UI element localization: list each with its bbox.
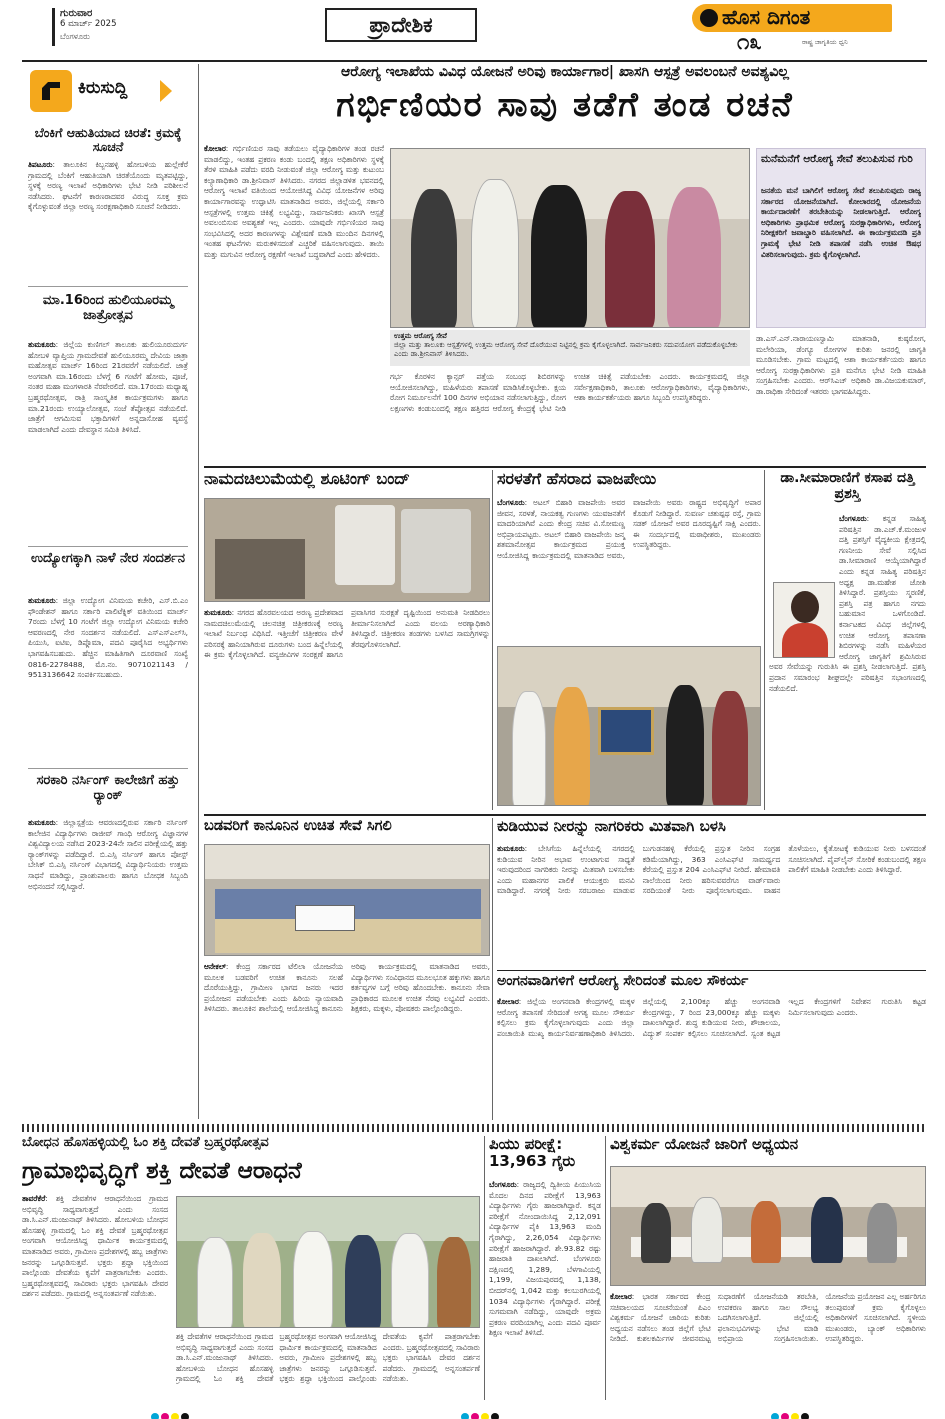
kirusuddi-banner bbox=[30, 70, 180, 118]
anganwadi-body-block: ಕೋಲಾರ: ಜಿಲ್ಲೆಯ ಅಂಗನವಾಡಿ ಕೇಂದ್ರಗಳಲ್ಲಿ ಮಕ್ಕಳ ಆರೋಗ್ಯ ತಪಾಸಣೆ ಸೇರಿದಂತೆ ಅಗತ್ಯ ಮೂಲ ಸೌಕರ್ಯ ಕಲ್ಪಿಸಲು ಕ್ರಮ ಕೈಗೊಳ್ಳಲಾಗುವುದು ಎಂದು ಜಿಲ್ಲಾ ಪಂಚಾಯಿತಿ ಮುಖ್ಯ ಕಾರ್ಯನಿರ್ವಹಣಾಧಿಕಾರಿ ತಿಳಿಸಿದರು. ಜಿಲ್ಲೆಯಲ್ಲಿ 2,100ಕ್ಕೂ ಹೆಚ್ಚು ಅಂಗನವಾಡಿ ಕೇಂದ್ರಗಳಿದ್ದು, 7 ರಿಂದ 23,000ಕ್ಕೂ ಹೆಚ್ಚು ಮಕ್ಕಳು ದಾಖಲಾಗಿದ್ದಾರೆ. ಶುದ್ಧ ಕುಡಿಯುವ ನೀರು, ಶೌಚಾಲಯ, ವಿದ್ಯುತ್ ಸಂಪರ್ಕ ಕಲ್ಪಿಸಲು ಸೂಚಿಸಲಾಗಿದೆ. ಸ್ವಂತ ಕಟ್ಟಡ ಇಲ್ಲದ ಕೇಂದ್ರಗಳಿಗೆ ನಿವೇಶನ ಗುರುತಿಸಿ ಕಟ್ಟಡ ನಿರ್ಮಿಸಲಾಗುವುದು ಎಂದರು. bbox=[497, 997, 926, 1038]
vishwakarma-story bbox=[610, 1136, 926, 1400]
column-rule bbox=[492, 470, 493, 810]
puc-story bbox=[489, 1136, 601, 1400]
lead-body-right bbox=[390, 372, 750, 458]
puc-dateline: ಬೆಂಗಳೂರು bbox=[489, 1180, 517, 1189]
brief-item bbox=[28, 552, 188, 764]
section-title: ಪ್ರಾದೇಶಿಕ bbox=[369, 13, 433, 37]
section-rule bbox=[204, 466, 926, 468]
kasapa-dateline: ಬೆಂಗಳೂರು bbox=[839, 514, 867, 523]
divider bbox=[28, 546, 188, 547]
legal-dateline: ಆನೇಕಲ್ bbox=[204, 962, 226, 971]
section-rule bbox=[204, 814, 926, 816]
column-rule bbox=[764, 470, 765, 810]
kirusuddi-title: ಕಿರುಸುದ್ದಿ bbox=[78, 78, 128, 98]
water-dateline: ತುಮಕೂರು bbox=[497, 844, 525, 853]
shooting-body-block: ತುಮಕೂರು: ನಗರದ ಹೊರವಲಯದ ಅರಣ್ಯ ಪ್ರದೇಶವಾದ ನಾಮದಚಿಲುಮೆಯಲ್ಲಿ ಚಲನಚಿತ್ರ ಚಿತ್ರೀಕರಣಕ್ಕೆ ಅರಣ್ಯ ಇಲಾಖೆ ನಿರ್ಬಂಧ ವಿಧಿಸಿದೆ. ಇತ್ತೀಚೆಗೆ ಚಿತ್ರೀಕರಣ ವೇಳೆ ಪರಿಸರಕ್ಕೆ ಹಾನಿಯಾಗಿರುವ ದೂರುಗಳು ಬಂದ ಹಿನ್ನೆಲೆಯಲ್ಲಿ ಈ ಕ್ರಮ ಕೈಗೊಳ್ಳಲಾಗಿದೆ. ವನ್ಯಜೀವಿಗಳ ಸಂರಕ್ಷಣೆ ಹಾಗೂ ಪ್ರವಾಸಿಗರ ಸುರಕ್ಷತೆ ದೃಷ್ಟಿಯಿಂದ ಅನುಮತಿ ನೀಡದಿರಲು ತೀರ್ಮಾನಿಸಲಾಗಿದೆ ಎಂದು ವಲಯ ಅರಣ್ಯಾಧಿಕಾರಿ ತಿಳಿಸಿದ್ದಾರೆ. ಚಿತ್ರೀಕರಣ ತಂಡಗಳು ಬಳಸಿದ ಸಾಮಗ್ರಿಗಳನ್ನು ತೆರವುಗೊಳಿಸಲಾಗಿದೆ. bbox=[204, 608, 490, 660]
temple-photo bbox=[176, 1196, 480, 1328]
vishwakarma-body-block: ಕೋಲಾರ: ಭಾರತ ಸರ್ಕಾರದ ಕೇಂದ್ರ ಸಚಿವಾಲಯದ ಸೂಚನೆಯಂತೆ ಪಿಎಂ ವಿಶ್ವಕರ್ಮ ಯೋಜನೆ ಜಾರಿಯ ಕುರಿತು ಅಧ್ಯಯನ ನಡೆಸಲು ತಂಡ ಜಿಲ್ಲೆಗೆ ಭೇಟಿ ನೀಡಿದೆ. ಕುಶಲಕರ್ಮಿಗಳ ಜೀವನಮಟ್ಟ ಸುಧಾರಣೆಗೆ ಯೋಜನೆಯಡಿ ತರಬೇತಿ, ಉಪಕರಣ ಹಾಗೂ ಸಾಲ ಸೌಲಭ್ಯ ಒದಗಿಸಲಾಗುತ್ತಿದೆ. ಜಿಲ್ಲೆಯಲ್ಲಿ ಫಲಾನುಭವಿಗಳನ್ನು ಭೇಟಿ ಮಾಡಿ ಅಭಿಪ್ರಾಯ ಸಂಗ್ರಹಿಸಲಾಯಿತು. ಯೋಜನೆಯ ಪ್ರಯೋಜನ ಎಲ್ಲ ಅರ್ಹರಿಗೂ ತಲುಪುವಂತೆ ಕ್ರಮ ಕೈಗೊಳ್ಳಲು ಅಧಿಕಾರಿಗಳಿಗೆ ಸೂಚಿಸಲಾಗಿದೆ. ಸ್ಥಳೀಯ ಮುಖಂಡರು, ಬ್ಯಾಂಕ್ ಅಧಿಕಾರಿಗಳು ಉಪಸ್ಥಿತರಿದ್ದರು. bbox=[610, 1292, 926, 1344]
vajpayee-dateline: ಬೆಂಗಳೂರು bbox=[497, 498, 525, 507]
brief-body-block: ತುಮಕೂರು: ಜಿಲ್ಲೆಯ ಕುಣಿಗಲ್ ತಾಲೂಕು ಹುಲಿಯೂರುದುರ್ಗ ಹೋಬಳಿ ವ್ಯಾಪ್ತಿಯ ಗ್ರಾಮದೇವತೆ ಹುಲಿಯೂರಮ್ಮ ದೇವಿಯ ಜಾತ್ರಾ ಮಹೋತ್ಸವ ಮಾರ್ಚ್ 16ರಿಂದ 21ರವರೆಗೆ ನಡೆಯಲಿದೆ. ಜಾತ್ರೆ ಅಂಗವಾಗಿ ಮಾ.16ರಂದು ಬೆಳಗ್ಗೆ 6 ಗಂಟೆಗೆ ಹೋಮ, ಪೂಜೆ, ನಂತರ ಮಹಾ ಮಂಗಳಾರತಿ ನೆರವೇರಲಿದೆ. ಮಾ.17ರಂದು ಮಧ್ಯಾಹ್ನ ಬ್ರಹ್ಮರಥೋತ್ಸವ, ರಾತ್ರಿ ಸಾಂಸ್ಕೃತಿಕ ಕಾರ್ಯಕ್ರಮಗಳು ಹಾಗೂ ಮಾ.21ರಂದು ಉಯ್ಯಾಲೋತ್ಸವ, ಸಂಜೆ ತೆಪ್ಪೋತ್ಸವ ನಡೆಯಲಿದೆ. ಜಾತ್ರೆಗೆ ಆಗಮಿಸುವ ಭಕ್ತಾದಿಗಳಿಗೆ ಅನ್ನದಾಸೋಹ ವ್ಯವಸ್ಥೆ ಮಾಡಲಾಗಿದೆ ಎಂದು ದೇವಸ್ಥಾನ ಸಮಿತಿ ತಿಳಿಸಿದೆ. bbox=[28, 340, 188, 434]
vajpayee-body-block: ಬೆಂಗಳೂರು: ಅಟಲ್ ಬಿಹಾರಿ ವಾಜಪೇಯಿ ಅವರ ಜೀವನ, ಸರಳತೆ, ನಾಯಕತ್ವ ಗುಣಗಳು ಯುವಜನತೆಗೆ ಮಾದರಿಯಾಗಿವೆ ಎಂದು ಕೇಂದ್ರ ಸಚಿವ ವಿ.ಸೋಮಣ್ಣ ಅಭಿಪ್ರಾಯಪಟ್ಟರು. ಅಟಲ್ ಬಿಹಾರಿ ವಾಜಪೇಯಿ ಜನ್ಮ ಶತಮಾನೋತ್ಸವ ಕಾರ್ಯಕ್ರಮದ ಪ್ರಯುಕ್ತ ಆಯೋಜಿಸಿದ್ದ ಕಾರ್ಯಕ್ರಮದಲ್ಲಿ ಮಾತನಾಡಿದ ಅವರು, ವಾಜಪೇಯಿ ಅವರು ರಾಷ್ಟ್ರದ ಅಭಿವೃದ್ಧಿಗೆ ಅಪಾರ ಕೊಡುಗೆ ನೀಡಿದ್ದಾರೆ. ಸುವರ್ಣ ಚತುಷ್ಪಥ ರಸ್ತೆ, ಗ್ರಾಮ ಸಡಕ್ ಯೋಜನೆ ಅವರ ದೂರದೃಷ್ಟಿಗೆ ಸಾಕ್ಷಿ ಎಂದರು. ಈ ಸಂದರ್ಭದಲ್ಲಿ ಮಠಾಧೀಶರು, ಮುಖಂಡರು ಉಪಸ್ಥಿತರಿದ್ದರು. bbox=[497, 498, 761, 560]
brief-dateline: ತುಮಕೂರು bbox=[28, 818, 56, 827]
sidebox-more: ಡಾ.ಎಸ್.ಎನ್.ನಾರಾಯಣಸ್ವಾಮಿ ಮಾತನಾಡಿ, ಕುಷ್ಠರೋಗ, ಮಲೇರಿಯಾ, ಡೆಂಗ್ಯೂ ರೋಗಗಳ ಕುರಿತು ಜನರಲ್ಲಿ ಜಾಗೃತಿ ಮೂಡಿಸಬೇಕು. ಗ್ರಾಮ ಮಟ್ಟದಲ್ಲಿ ಆಶಾ ಕಾರ್ಯಕರ್ತೆಯರು ಹಾಗೂ ಆರೋಗ್ಯ ಸುರಕ್ಷಾಧಿಕಾರಿಗಳು ಪ್ರತಿ ಮನೆಗೂ ಭೇಟಿ ನೀಡಿ ಮಾಹಿತಿ ಸಂಗ್ರಹಿಸಬೇಕು ಎಂದರು. ಆರ್‌ಸಿಎಚ್ ಅಧಿಕಾರಿ ಡಾ.ವಿಜಯಕುಮಾರ್, ಡಾ.ರಾಧಿಕಾ ಸೇರಿದಂತೆ ಇತರರು ಭಾಗವಹಿಸಿದ್ದರು. bbox=[756, 334, 926, 396]
column-rule bbox=[484, 1136, 485, 1400]
lead-story bbox=[204, 64, 926, 462]
column-rule bbox=[605, 1136, 606, 1400]
paper-logo bbox=[692, 4, 892, 56]
vishwakarma-dateline: ಕೋಲಾರ bbox=[610, 1292, 632, 1301]
divider bbox=[28, 768, 188, 769]
shooting-body: ನಗರದ ಹೊರವಲಯದ ಅರಣ್ಯ ಪ್ರದೇಶವಾದ ನಾಮದಚಿಲುಮೆಯಲ್ಲಿ ಚಲನಚಿತ್ರ ಚಿತ್ರೀಕರಣಕ್ಕೆ ಅರಣ್ಯ ಇಲಾಖೆ ನಿರ್ಬಂಧ ವಿಧಿಸಿದೆ. ಇತ್ತೀಚೆಗೆ ಚಿತ್ರೀಕರಣ ವೇಳೆ ಪರಿಸರಕ್ಕೆ ಹಾನಿಯಾಗಿರುವ ದೂರುಗಳು ಬಂದ ಹಿನ್ನೆಲೆಯಲ್ಲಿ ಈ ಕ್ರಮ ಕೈಗೊಳ್ಳಲಾಗಿದೆ. ವನ್ಯಜೀವಿಗಳ ಸಂರಕ್ಷಣೆ ಹಾಗೂ ಪ್ರವಾಸಿಗರ ಸುರಕ್ಷತೆ ದೃಷ್ಟಿಯಿಂದ ಅನುಮತಿ ನೀಡದಿರಲು ತೀರ್ಮಾನಿಸಲಾಗಿದೆ ಎಂದು ವಲಯ ಅರಣ್ಯಾಧಿಕಾರಿ ತಿಳಿಸಿದ್ದಾರೆ. ಚಿತ್ರೀಕರಣ ತಂಡಗಳು ಬಳಸಿದ ಸಾಮಗ್ರಿಗಳನ್ನು ತೆರವುಗೊಳಿಸಲಾಗಿದೆ. bbox=[204, 608, 490, 660]
hatched-divider bbox=[22, 1124, 926, 1132]
masthead-rule bbox=[22, 60, 927, 62]
brief-body: ತಾಲೂಕಿನ ಕಿಬ್ಬನಹಳ್ಳಿ ಹೋಬಳಿಯ ಹುಲ್ಲೇಕೆರೆ ಗ್ರಾಮದಲ್ಲಿ ಬೆಂಕಿಗೆ ಆಹುತಿಯಾಗಿ ಚಿರತೆಯೊಂದು ಮೃತಪಟ್ಟಿದ್ದು, ಸ್ಥಳಕ್ಕೆ ಅರಣ್ಯ ಇಲಾಖೆ ಅಧಿಕಾರಿಗಳು ಭೇಟಿ ನೀಡಿ ಪರಿಶೀಲನೆ ನಡೆಸಿದರು. ಘಟನೆಗೆ ಕಾರಣರಾದವರ ವಿರುದ್ಧ ಸೂಕ್ತ ಕ್ರಮ ಕೈಗೊಳ್ಳುವಂತೆ ಜಿಲ್ಲಾ ಅರಣ್ಯ ಸಂರಕ್ಷಣಾಧಿಕಾರಿ ಸೂಚನೆ ನೀಡಿದರು. bbox=[28, 160, 188, 212]
water-headline: ಕುಡಿಯುವ ನೀರನ್ನು ನಾಗರಿಕರು ಮಿತವಾಗಿ ಬಳಸಿ bbox=[497, 818, 726, 835]
anganwadi-body: ಜಿಲ್ಲೆಯ ಅಂಗನವಾಡಿ ಕೇಂದ್ರಗಳಲ್ಲಿ ಮಕ್ಕಳ ಆರೋಗ್ಯ ತಪಾಸಣೆ ಸೇರಿದಂತೆ ಅಗತ್ಯ ಮೂಲ ಸೌಕರ್ಯ ಕಲ್ಪಿಸಲು ಕ್ರಮ ಕೈಗೊಳ್ಳಲಾಗುವುದು ಎಂದು ಜಿಲ್ಲಾ ಪಂಚಾಯಿತಿ ಮುಖ್ಯ ಕಾರ್ಯನಿರ್ವಹಣಾಧಿಕಾರಿ ತಿಳಿಸಿದರು. ಜಿಲ್ಲೆಯಲ್ಲಿ 2,100ಕ್ಕೂ ಹೆಚ್ಚು ಅಂಗನವಾಡಿ ಕೇಂದ್ರಗಳಿದ್ದು, 7 ರಿಂದ 23,000ಕ್ಕೂ ಹೆಚ್ಚು ಮಕ್ಕಳು ದಾಖಲಾಗಿದ್ದಾರೆ. ಶುದ್ಧ ಕುಡಿಯುವ ನೀರು, ಶೌಚಾಲಯ, ವಿದ್ಯುತ್ ಸಂಪರ್ಕ ಕಲ್ಪಿಸಲು ಸೂಚಿಸಲಾಗಿದೆ. ಸ್ವಂತ ಕಟ್ಟಡ ಇಲ್ಲದ ಕೇಂದ್ರಗಳಿಗೆ ನಿವೇಶನ ಗುರುತಿಸಿ ಕಟ್ಟಡ ನಿರ್ಮಿಸಲಾಗುವುದು ಎಂದರು. bbox=[497, 997, 926, 1038]
lead-headline: ಗರ್ಭಿಣಿಯರ ಸಾವು ತಡೆಗೆ ತಂಡ ರಚನೆ bbox=[336, 86, 794, 125]
lead-photo-caption bbox=[390, 330, 750, 366]
brief-item bbox=[28, 774, 188, 1119]
vishwakarma-body: ಭಾರತ ಸರ್ಕಾರದ ಕೇಂದ್ರ ಸಚಿವಾಲಯದ ಸೂಚನೆಯಂತೆ ಪಿಎಂ ವಿಶ್ವಕರ್ಮ ಯೋಜನೆ ಜಾರಿಯ ಕುರಿತು ಅಧ್ಯಯನ ನಡೆಸಲು ತಂಡ ಜಿಲ್ಲೆಗೆ ಭೇಟಿ ನೀಡಿದೆ. ಕುಶಲಕರ್ಮಿಗಳ ಜೀವನಮಟ್ಟ ಸುಧಾರಣೆಗೆ ಯೋಜನೆಯಡಿ ತರಬೇತಿ, ಉಪಕರಣ ಹಾಗೂ ಸಾಲ ಸೌಲಭ್ಯ ಒದಗಿಸಲಾಗುತ್ತಿದೆ. ಜಿಲ್ಲೆಯಲ್ಲಿ ಫಲಾನುಭವಿಗಳನ್ನು ಭೇಟಿ ಮಾಡಿ ಅಭಿಪ್ರಾಯ ಸಂಗ್ರಹಿಸಲಾಯಿತು. ಯೋಜನೆಯ ಪ್ರಯೋಜನ ಎಲ್ಲ ಅರ್ಹರಿಗೂ ತಲುಪುವಂತೆ ಕ್ರಮ ಕೈಗೊಳ್ಳಲು ಅಧಿಕಾರಿಗಳಿಗೆ ಸೂಚಿಸಲಾಗಿದೆ. ಸ್ಥಳೀಯ ಮುಖಂಡರು, ಬ್ಯಾಂಕ್ ಅಧಿಕಾರಿಗಳು ಉಪಸ್ಥಿತರಿದ್ದರು. bbox=[610, 1292, 926, 1344]
masthead-day: ಗುರುವಾರ bbox=[60, 8, 93, 19]
legal-headline: ಬಡವರಿಗೆ ಕಾನೂನಿನ ಉಚಿತ ಸೇವೆ ಸಿಗಲಿ bbox=[204, 818, 392, 834]
lead-dateline: ಕೋಲಾರ bbox=[204, 144, 226, 153]
kasapa-headline: ಡಾ.ಸೀಮಾರಾಣಿಗೆ ಕಸಾಪ ದತ್ತಿ ಪ್ರಶಸ್ತಿ bbox=[780, 470, 915, 503]
water-body-block: ತುಮಕೂರು: ಬೇಸಿಗೆಯ ಹಿನ್ನೆಲೆಯಲ್ಲಿ ನಗರದಲ್ಲಿ ಕುಡಿಯುವ ನೀರಿನ ಅಭಾವ ಉಂಟಾಗುವ ಸಾಧ್ಯತೆ ಇರುವುದರಿಂದ ನಾಗರಿಕರು ನೀರನ್ನು ಮಿತವಾಗಿ ಬಳಸಬೇಕು ಎಂದು ಮಹಾನಗರ ಪಾಲಿಕೆ ಆಯುಕ್ತರು ಮನವಿ ಮಾಡಿದ್ದಾರೆ. ನಗರಕ್ಕೆ ನೀರು ಸರಬರಾಜು ಮಾಡುವ ಬುಗುಡನಹಳ್ಳಿ ಕೆರೆಯಲ್ಲಿ ಪ್ರಸ್ತುತ ನೀರಿನ ಸಂಗ್ರಹ ಕಡಿಮೆಯಾಗಿದ್ದು, 363 ಎಂಸಿಎಫ್‌ಟಿ ಸಾಮರ್ಥ್ಯದ ಕೆರೆಯಲ್ಲಿ ಪ್ರಸ್ತುತ 204 ಎಂಸಿಎಫ್‌ಟಿ ನೀರಿದೆ. ಹೇಮಾವತಿ ನಾಲೆಯಿಂದ ನೀರು ಹರಿಸುವವರೆಗೂ ವಾರ್ಡ್‌ವಾರು ಸರದಿಯಂತೆ ನೀರು ಪೂರೈಸಲಾಗುವುದು. ವಾಹನ ತೊಳೆಯಲು, ಕೈತೋಟಕ್ಕೆ ಕುಡಿಯುವ ನೀರು ಬಳಸದಂತೆ ಸೂಚಿಸಲಾಗಿದೆ. ಪೈಪ್‌ಲೈನ್ ಸೋರಿಕೆ ಕಂಡುಬಂದಲ್ಲಿ ತಕ್ಷಣ ಪಾಲಿಕೆಗೆ ಮಾಹಿತಿ ನೀಡಬೇಕು ಎಂದು ತಿಳಿಸಿದ್ದಾರೆ. bbox=[497, 844, 926, 896]
sidebox-body: ಜನತೆಯ ಮನೆ ಬಾಗಿಲಿಗೆ ಆರೋಗ್ಯ ಸೇವೆ ತಲುಪಿಸುವುದು ರಾಜ್ಯ ಸರ್ಕಾರದ ಯೋಜನೆಯಾಗಿದೆ. ಕೋಲಾರದಲ್ಲಿ ಯೋಜನೆಯ ಕಾರ್ಯದಾರಣೆಗೆ ತರಬೇತಿಯನ್ನು ನೀಡಲಾಗುತ್ತಿದೆ. ಆರೋಗ್ಯ ಅಧಿಕಾರಿಗಳು ಪ್ರಾಥಮಿಕ ಆರೋಗ್ಯ ಸುರಕ್ಷಾಧಿಕಾರಿಗಳು, ಆರೋಗ್ಯ ನಿರೀಕ್ಷಕರಿಗೆ ಜವಾಬ್ದಾರಿ ವಹಿಸಲಾಗಿದೆ. ಈ ಕಾರ್ಯಕ್ರಮದಡಿ ಪ್ರತಿ ಗ್ರಾಮಕ್ಕೆ ಭೇಟಿ ನೀಡಿ ತಪಾಸಣೆ ನಡೆಸಿ ಉಚಿತ ಔಷಧ ವಿತರಿಸಲಾಗುವುದು. ಕ್ರಮ ಕೈಗೊಳ್ಳಲಾಗಿದೆ. bbox=[761, 186, 921, 259]
water-story bbox=[497, 818, 926, 968]
water-body: ಬೇಸಿಗೆಯ ಹಿನ್ನೆಲೆಯಲ್ಲಿ ನಗರದಲ್ಲಿ ಕುಡಿಯುವ ನೀರಿನ ಅಭಾವ ಉಂಟಾಗುವ ಸಾಧ್ಯತೆ ಇರುವುದರಿಂದ ನಾಗರಿಕರು ನೀರನ್ನು ಮಿತವಾಗಿ ಬಳಸಬೇಕು ಎಂದು ಮಹಾನಗರ ಪಾಲಿಕೆ ಆಯುಕ್ತರು ಮನವಿ ಮಾಡಿದ್ದಾರೆ. ನಗರಕ್ಕೆ ನೀರು ಸರಬರಾಜು ಮಾಡುವ ಬುಗುಡನಹಳ್ಳಿ ಕೆರೆಯಲ್ಲಿ ಪ್ರಸ್ತುತ ನೀರಿನ ಸಂಗ್ರಹ ಕಡಿಮೆಯಾಗಿದ್ದು, 363 ಎಂಸಿಎಫ್‌ಟಿ ಸಾಮರ್ಥ್ಯದ ಕೆರೆಯಲ್ಲಿ ಪ್ರಸ್ತುತ 204 ಎಂಸಿಎಫ್‌ಟಿ ನೀರಿದೆ. ಹೇಮಾವತಿ ನಾಲೆಯಿಂದ ನೀರು ಹರಿಸುವವರೆಗೂ ವಾರ್ಡ್‌ವಾರು ಸರದಿಯಂತೆ ನೀರು ಪೂರೈಸಲಾಗುವುದು. ವಾಹನ ತೊಳೆಯಲು, ಕೈತೋಟಕ್ಕೆ ಕುಡಿಯುವ ನೀರು ಬಳಸದಂತೆ ಸೂಚಿಸಲಾಗಿದೆ. ಪೈಪ್‌ಲೈನ್ ಸೋರಿಕೆ ಕಂಡುಬಂದಲ್ಲಿ ತಕ್ಷಣ ಪಾಲಿಕೆಗೆ ಮಾಹಿತಿ ನೀಡಬೇಕು ಎಂದು ತಿಳಿಸಿದ್ದಾರೆ. bbox=[497, 844, 926, 896]
lead-kicker: ಆರೋಗ್ಯ ಇಲಾಖೆಯ ವಿವಿಧ ಯೋಜನೆ ಅರಿವು ಕಾರ್ಯಾಗಾರ| ಖಾಸಗಿ ಆಸ್ಪತ್ರೆ ಅವಲಂಬನೆ ಅವಶ್ಯವಿಲ್ಲ bbox=[341, 64, 789, 80]
paper-name: ಹೊಸ ದಿಗಂತ bbox=[722, 5, 811, 29]
vajpayee-body: ಅಟಲ್ ಬಿಹಾರಿ ವಾಜಪೇಯಿ ಅವರ ಜೀವನ, ಸರಳತೆ, ನಾಯಕತ್ವ ಗುಣಗಳು ಯುವಜನತೆಗೆ ಮಾದರಿಯಾಗಿವೆ ಎಂದು ಕೇಂದ್ರ ಸಚಿವ ವಿ.ಸೋಮಣ್ಣ ಅಭಿಪ್ರಾಯಪಟ್ಟರು. ಅಟಲ್ ಬಿಹಾರಿ ವಾಜಪೇಯಿ ಜನ್ಮ ಶತಮಾನೋತ್ಸವ ಕಾರ್ಯಕ್ರಮದ ಪ್ರಯುಕ್ತ ಆಯೋಜಿಸಿದ್ದ ಕಾರ್ಯಕ್ರಮದಲ್ಲಿ ಮಾತನಾಡಿದ ಅವರು, ವಾಜಪೇಯಿ ಅವರು ರಾಷ್ಟ್ರದ ಅಭಿವೃದ್ಧಿಗೆ ಅಪಾರ ಕೊಡುಗೆ ನೀಡಿದ್ದಾರೆ. ಸುವರ್ಣ ಚತುಷ್ಪಥ ರಸ್ತೆ, ಗ್ರಾಮ ಸಡಕ್ ಯೋಜನೆ ಅವರ ದೂರದೃಷ್ಟಿಗೆ ಸಾಕ್ಷಿ ಎಂದರು. ಈ ಸಂದರ್ಭದಲ್ಲಿ ಮಠಾಧೀಶರು, ಮುಖಂಡರು ಉಪಸ್ಥಿತರಿದ್ದರು. bbox=[497, 498, 761, 560]
shooting-photo bbox=[204, 498, 490, 602]
kasapa-body: ಕನ್ನಡ ಸಾಹಿತ್ಯ ಪರಿಷತ್ತಿನ ಡಾ.ಎಚ್.ಕೆ.ಮಂಜುಳ ದತ್ತಿ ಪ್ರಶಸ್ತಿಗೆ ವೈದ್ಯಕೀಯ ಕ್ಷೇತ್ರದಲ್ಲಿ ಗಣನೀಯ ಸೇವೆ ಸಲ್ಲಿಸಿದ ಡಾ.ಸೀಮಾರಾಣಿ ಆಯ್ಕೆಯಾಗಿದ್ದಾರೆ ಎಂದು ಕನ್ನಡ ಸಾಹಿತ್ಯ ಪರಿಷತ್ತಿನ ಅಧ್ಯಕ್ಷ ಡಾ.ಮಹೇಶ ಜೋಶಿ ತಿಳಿಸಿದ್ದಾರೆ. ಪ್ರಶಸ್ತಿಯು ಸ್ಮರಣಿಕೆ, ಪ್ರಶಸ್ತಿ ಪತ್ರ ಹಾಗೂ ನಗದು ಬಹುಮಾನ ಒಳಗೊಂಡಿದೆ. ಕರ್ನಾಟಕದ ವಿವಿಧ ಜಿಲ್ಲೆಗಳಲ್ಲಿ ಉಚಿತ ಆರೋಗ್ಯ ತಪಾಸಣಾ ಶಿಬಿರಗಳನ್ನು ನಡೆಸಿ ಮಹಿಳೆಯರ ಆರೋಗ್ಯ ಜಾಗೃತಿಗೆ ಶ್ರಮಿಸಿರುವ ಅವರ ಸೇವೆಯನ್ನು ಗುರುತಿಸಿ ಈ ಪ್ರಶಸ್ತಿ ನೀಡಲಾಗುತ್ತಿದೆ. ಪ್ರಶಸ್ತಿ ಪ್ರದಾನ ಸಮಾರಂಭ ಶೀಘ್ರದಲ್ಲೇ ಪರಿಷತ್ತಿನ ಸಭಾಂಗಣದಲ್ಲಿ ನಡೆಯಲಿದೆ. bbox=[769, 514, 926, 693]
temple-body: ಶಕ್ತಿ ದೇವತೆಗಳ ಆರಾಧನೆಯಿಂದ ಗ್ರಾಮದ ಅಭಿವೃದ್ಧಿ ಸಾಧ್ಯವಾಗುತ್ತದೆ ಎಂದು ಸಂಸದ ಡಾ.ಸಿ.ಎನ್.ಮಂಜುನಾಥ್ ತಿಳಿಸಿದರು. ಹೋಬಳಿಯ ಬೋಧನ ಹೊಸಹಳ್ಳಿ ಗ್ರಾಮದಲ್ಲಿ ಓಂ ಶಕ್ತಿ ದೇವತೆ ಬ್ರಹ್ಮರಥೋತ್ಸವ ಅಂಗವಾಗಿ ಆಯೋಜಿಸಿದ್ದ ಧಾರ್ಮಿಕ ಕಾರ್ಯಕ್ರಮದಲ್ಲಿ ಮಾತನಾಡಿದ ಅವರು, ಗ್ರಾಮೀಣ ಪ್ರದೇಶಗಳಲ್ಲಿ ಹಬ್ಬ ಜಾತ್ರೆಗಳು ಜನರನ್ನು ಒಗ್ಗೂಡಿಸುತ್ತವೆ. ಭಕ್ತರು ಶ್ರದ್ಧಾ ಭಕ್ತಿಯಿಂದ ಪಾಲ್ಗೊಂಡು ದೇವತೆಯ ಕೃಪೆಗೆ ಪಾತ್ರರಾಗಬೇಕು ಎಂದರು. ಬ್ರಹ್ಮರಥೋತ್ಸವದಲ್ಲಿ ಸಾವಿರಾರು ಭಕ್ತರು ಭಾಗವಹಿಸಿ ದೇವರ ದರ್ಶನ ಪಡೆದರು. ಗ್ರಾಮದಲ್ಲಿ ಅನ್ನಸಂತರ್ಪಣೆ ನಡೆಯಿತು. bbox=[22, 1194, 168, 1299]
masthead-date: 6 ಮಾರ್ಚ್ 2025 bbox=[60, 19, 117, 29]
temple-body-continued: ಶಕ್ತಿ ದೇವತೆಗಳ ಆರಾಧನೆಯಿಂದ ಗ್ರಾಮದ ಅಭಿವೃದ್ಧಿ ಸಾಧ್ಯವಾಗುತ್ತದೆ ಎಂದು ಸಂಸದ ಡಾ.ಸಿ.ಎನ್.ಮಂಜುನಾಥ್ ತಿಳಿಸಿದರು. ಹೋಬಳಿಯ ಬೋಧನ ಹೊಸಹಳ್ಳಿ ಗ್ರಾಮದಲ್ಲಿ ಓಂ ಶಕ್ತಿ ದೇವತೆ ಬ್ರಹ್ಮರಥೋತ್ಸವ ಅಂಗವಾಗಿ ಆಯೋಜಿಸಿದ್ದ ಧಾರ್ಮಿಕ ಕಾರ್ಯಕ್ರಮದಲ್ಲಿ ಮಾತನಾಡಿದ ಅವರು, ಗ್ರಾಮೀಣ ಪ್ರದೇಶಗಳಲ್ಲಿ ಹಬ್ಬ ಜಾತ್ರೆಗಳು ಜನರನ್ನು ಒಗ್ಗೂಡಿಸುತ್ತವೆ. ಭಕ್ತರು ಶ್ರದ್ಧಾ ಭಕ್ತಿಯಿಂದ ಪಾಲ್ಗೊಂಡು ದೇವತೆಯ ಕೃಪೆಗೆ ಪಾತ್ರರಾಗಬೇಕು ಎಂದರು. ಬ್ರಹ್ಮರಥೋತ್ಸವದಲ್ಲಿ ಸಾವಿರಾರು ಭಕ್ತರು ಭಾಗವಹಿಸಿ ದೇವರ ದರ್ಶನ ಪಡೆದರು. ಗ್ರಾಮದಲ್ಲಿ ಅನ್ನಸಂತರ್ಪಣೆ ನಡೆಯಿತು. bbox=[176, 1332, 480, 1384]
column-rule bbox=[492, 818, 493, 1120]
portrait-spacer bbox=[769, 514, 839, 662]
page-number: ೧೩ bbox=[737, 30, 762, 55]
vajpayee-photo bbox=[497, 646, 761, 806]
masthead bbox=[0, 0, 945, 62]
temple-story bbox=[22, 1136, 480, 1400]
shooting-headline: ನಾಮದಚಿಲುಮೆಯಲ್ಲಿ ಶೂಟಿಂಗ್ ಬಂದ್ bbox=[204, 470, 410, 488]
column-rule bbox=[198, 64, 199, 1119]
legal-story bbox=[204, 818, 490, 1120]
divider bbox=[28, 286, 188, 287]
anganwadi-headline: ಅಂಗನವಾಡಿಗಳಿಗೆ ಆರೋಗ್ಯ ಸೇರಿದಂತೆ ಮೂಲ ಸೌಕರ್ಯ bbox=[497, 973, 749, 989]
brief-dateline: ತಿಪಟೂರು bbox=[28, 160, 53, 169]
print-registration-marks bbox=[460, 1406, 500, 1419]
lead-sidebox bbox=[756, 148, 926, 328]
lead-photo bbox=[390, 148, 750, 328]
brief-body: ಜಿಲ್ಲಾ ಉದ್ಯೋಗ ವಿನಿಮಯ ಕಚೇರಿ, ಎಸ್.ಬಿ.ಎಂ ಫೌಂಡೇಶನ್ ಹಾಗೂ ಸರ್ಕಾರಿ ಪಾಲಿಟೆಕ್ನಿಕ್ ವತಿಯಿಂದ ಮಾರ್ಚ್ 7ರಂದು ಬೆಳಗ್ಗೆ 10 ಗಂಟೆಗೆ ಜಿಲ್ಲಾ ಉದ್ಯೋಗ ವಿನಿಮಯ ಕಚೇರಿ ಆವರಣದಲ್ಲಿ ನೇರ ಸಂದರ್ಶನ ನಡೆಯಲಿದೆ. ಎಸ್ಎಸ್ಎಲ್‌ಸಿ, ಪಿಯುಸಿ, ಐಟಿಐ, ಡಿಪ್ಲೊಮಾ, ಪದವಿ ಪೂರೈಸಿದ ಅಭ್ಯರ್ಥಿಗಳು ಭಾಗವಹಿಸಬಹುದು. ಹೆಚ್ಚಿನ ಮಾಹಿತಿಗಾಗಿ ದೂರವಾಣಿ ಸಂಖ್ಯೆ 0816-2278488, ಮೊ.ನಂ. 9071021143 / 9513136642 ಸಂಪರ್ಕಿಸಬಹುದು. bbox=[28, 596, 188, 680]
brief-body-block: ತುಮಕೂರು: ಜಿಲ್ಲಾ ಉದ್ಯೋಗ ವಿನಿಮಯ ಕಚೇರಿ, ಎಸ್.ಬಿ.ಎಂ ಫೌಂಡೇಶನ್ ಹಾಗೂ ಸರ್ಕಾರಿ ಪಾಲಿಟೆಕ್ನಿಕ್ ವತಿಯಿಂದ ಮಾರ್ಚ್ 7ರಂದು ಬೆಳಗ್ಗೆ 10 ಗಂಟೆಗೆ ಜಿಲ್ಲಾ ಉದ್ಯೋಗ ವಿನಿಮಯ ಕಚೇರಿ ಆವರಣದಲ್ಲಿ ನೇರ ಸಂದರ್ಶನ ನಡೆಯಲಿದೆ. ಎಸ್ಎಸ್ಎಲ್‌ಸಿ, ಪಿಯುಸಿ, ಐಟಿಐ, ಡಿಪ್ಲೊಮಾ, ಪದವಿ ಪೂರೈಸಿದ ಅಭ್ಯರ್ಥಿಗಳು ಭಾಗವಹಿಸಬಹುದು. ಹೆಚ್ಚಿನ ಮಾಹಿತಿಗಾಗಿ ದೂರವಾಣಿ ಸಂಖ್ಯೆ 0816-2278488, ಮೊ.ನಂ. 9071021143 / 9513136642 ಸಂಪರ್ಕಿಸಬಹುದು. bbox=[28, 596, 188, 680]
lead-body: ಗರ್ಭಿಣಿಯರ ಸಾವು ತಡೆಯಲು ವೈದ್ಯಾಧಿಕಾರಿಗಳ ತಂಡ ರಚನೆ ಮಾಡಲಿದ್ದು, ಇಂತಹ ಪ್ರಕರಣ ಕಂಡು ಬಂದಲ್ಲಿ ತಕ್ಷಣ ಅಧಿಕಾರಿಗಳು ಸ್ಥಳಕ್ಕೆ ತೆರಳಿ ಮಾಹಿತಿ ಪಡೆದು ವರದಿ ನೀಡುವಂತೆ ಜಿಲ್ಲಾ ಆರೋಗ್ಯ ಮತ್ತು ಕುಟುಂಬ ಕಲ್ಯಾಣಾಧಿಕಾರಿ ಡಾ.ಶ್ರೀನಿವಾಸ್ ತಿಳಿಸಿದರು. ನಗರದ ಜಿಲ್ಲಾಡಳಿತ ಭವನದಲ್ಲಿ ಆರೋಗ್ಯ ಇಲಾಖೆ ವತಿಯಿಂದ ಆಯೋಜಿಸಿದ್ದ ವಿವಿಧ ಯೋಜನೆಗಳ ಅರಿವು ಕಾರ್ಯಾಗಾರವನ್ನು ಉದ್ಘಾಟಿಸಿ ಮಾತನಾಡಿದ ಅವರು, ಜಿಲ್ಲೆಯಲ್ಲಿ ಸರ್ಕಾರಿ ಆಸ್ಪತ್ರೆಗಳಲ್ಲಿ ಉತ್ತಮ ಚಿಕಿತ್ಸೆ ಲಭ್ಯವಿದ್ದು, ಸಾರ್ವಜನಿಕರು ಖಾಸಗಿ ಆಸ್ಪತ್ರೆ ಅವಲಂಬಿಸುವ ಅವಶ್ಯಕತೆ ಇಲ್ಲ ಎಂದರು. ಯಾವುದೇ ಗರ್ಭಿಣಿಯರ ಸಾವು ಸಂಭವಿಸಿದಲ್ಲಿ ಅದರ ಕಾರಣಗಳನ್ನು ವಿಶ್ಲೇಷಣೆ ಮಾಡಿ ಮುಂದಿನ ದಿನಗಳಲ್ಲಿ ಇಂತಹ ಘಟನೆಗಳು ಮರುಕಳಿಸದಂತೆ ಎಚ್ಚರಿಕೆ ವಹಿಸಲಾಗುವುದು. ತಾಯಿ ಮತ್ತು ಮಗುವಿನ ಆರೋಗ್ಯ ರಕ್ಷಣೆಗೆ ಇಲಾಖೆ ಬದ್ಧವಾಗಿದೆ ಎಂದು ಹೇಳಿದರು. bbox=[204, 144, 384, 259]
print-registration-marks bbox=[770, 1406, 810, 1419]
anganwadi-story bbox=[497, 973, 926, 1119]
paper-tagline: ರಾಷ್ಟ್ರ ಜಾಗೃತಿಯ ಧ್ವನಿ bbox=[802, 38, 848, 46]
temple-body-left: ತಾವರೆಕೆರೆ: ಶಕ್ತಿ ದೇವತೆಗಳ ಆರಾಧನೆಯಿಂದ ಗ್ರಾಮದ ಅಭಿವೃದ್ಧಿ ಸಾಧ್ಯವಾಗುತ್ತದೆ ಎಂದು ಸಂಸದ ಡಾ.ಸಿ.ಎನ್.ಮಂಜುನಾಥ್ ತಿಳಿಸಿದರು. ಹೋಬಳಿಯ ಬೋಧನ ಹೊಸಹಳ್ಳಿ ಗ್ರಾಮದಲ್ಲಿ ಓಂ ಶಕ್ತಿ ದೇವತೆ ಬ್ರಹ್ಮರಥೋತ್ಸವ ಅಂಗವಾಗಿ ಆಯೋಜಿಸಿದ್ದ ಧಾರ್ಮಿಕ ಕಾರ್ಯಕ್ರಮದಲ್ಲಿ ಮಾತನಾಡಿದ ಅವರು, ಗ್ರಾಮೀಣ ಪ್ರದೇಶಗಳಲ್ಲಿ ಹಬ್ಬ ಜಾತ್ರೆಗಳು ಜನರನ್ನು ಒಗ್ಗೂಡಿಸುತ್ತವೆ. ಭಕ್ತರು ಶ್ರದ್ಧಾ ಭಕ್ತಿಯಿಂದ ಪಾಲ್ಗೊಂಡು ದೇವತೆಯ ಕೃಪೆಗೆ ಪಾತ್ರರಾಗಬೇಕು ಎಂದರು. ಬ್ರಹ್ಮರಥೋತ್ಸವದಲ್ಲಿ ಸಾವಿರಾರು ಭಕ್ತರು ಭಾಗವಹಿಸಿ ದೇವರ ದರ್ಶನ ಪಡೆದರು. ಗ್ರಾಮದಲ್ಲಿ ಅನ್ನಸಂತರ್ಪಣೆ ನಡೆಯಿತು. bbox=[22, 1194, 168, 1299]
brief-dateline: ತುಮಕೂರು bbox=[28, 340, 56, 349]
lead-body-left: ಕೋಲಾರ: ಗರ್ಭಿಣಿಯರ ಸಾವು ತಡೆಯಲು ವೈದ್ಯಾಧಿಕಾರಿಗಳ ತಂಡ ರಚನೆ ಮಾಡಲಿದ್ದು, ಇಂತಹ ಪ್ರಕರಣ ಕಂಡು ಬಂದಲ್ಲಿ ತಕ್ಷಣ ಅಧಿಕಾರಿಗಳು ಸ್ಥಳಕ್ಕೆ ತೆರಳಿ ಮಾಹಿತಿ ಪಡೆದು ವರದಿ ನೀಡುವಂತೆ ಜಿಲ್ಲಾ ಆರೋಗ್ಯ ಮತ್ತು ಕುಟುಂಬ ಕಲ್ಯಾಣಾಧಿಕಾರಿ ಡಾ.ಶ್ರೀನಿವಾಸ್ ತಿಳಿಸಿದರು. ನಗರದ ಜಿಲ್ಲಾಡಳಿತ ಭವನದಲ್ಲಿ ಆರೋಗ್ಯ ಇಲಾಖೆ ವತಿಯಿಂದ ಆಯೋಜಿಸಿದ್ದ ವಿವಿಧ ಯೋಜನೆಗಳ ಅರಿವು ಕಾರ್ಯಾಗಾರವನ್ನು ಉದ್ಘಾಟಿಸಿ ಮಾತನಾಡಿದ ಅವರು, ಜಿಲ್ಲೆಯಲ್ಲಿ ಸರ್ಕಾರಿ ಆಸ್ಪತ್ರೆಗಳಲ್ಲಿ ಉತ್ತಮ ಚಿಕಿತ್ಸೆ ಲಭ್ಯವಿದ್ದು, ಸಾರ್ವಜನಿಕರು ಖಾಸಗಿ ಆಸ್ಪತ್ರೆ ಅವಲಂಬಿಸುವ ಅವಶ್ಯಕತೆ ಇಲ್ಲ ಎಂದರು. ಯಾವುದೇ ಗರ್ಭಿಣಿಯರ ಸಾವು ಸಂಭವಿಸಿದಲ್ಲಿ ಅದರ ಕಾರಣಗಳನ್ನು ವಿಶ್ಲೇಷಣೆ ಮಾಡಿ ಮುಂದಿನ ದಿನಗಳಲ್ಲಿ ಇಂತಹ ಘಟನೆಗಳು ಮರುಕಳಿಸದಂತೆ ಎಚ್ಚರಿಕೆ ವಹಿಸಲಾಗುವುದು. ತಾಯಿ ಮತ್ತು ಮಗುವಿನ ಆರೋಗ್ಯ ರಕ್ಷಣೆಗೆ ಇಲಾಖೆ ಬದ್ಧವಾಗಿದೆ ಎಂದು ಹೇಳಿದರು. bbox=[204, 144, 384, 259]
brief-body-block: ತಿಪಟೂರು: ತಾಲೂಕಿನ ಕಿಬ್ಬನಹಳ್ಳಿ ಹೋಬಳಿಯ ಹುಲ್ಲೇಕೆರೆ ಗ್ರಾಮದಲ್ಲಿ ಬೆಂಕಿಗೆ ಆಹುತಿಯಾಗಿ ಚಿರತೆಯೊಂದು ಮೃತಪಟ್ಟಿದ್ದು, ಸ್ಥಳಕ್ಕೆ ಅರಣ್ಯ ಇಲಾಖೆ ಅಧಿಕಾರಿಗಳು ಭೇಟಿ ನೀಡಿ ಪರಿಶೀಲನೆ ನಡೆಸಿದರು. ಘಟನೆಗೆ ಕಾರಣರಾದವರ ವಿರುದ್ಧ ಸೂಕ್ತ ಕ್ರಮ ಕೈಗೊಳ್ಳುವಂತೆ ಜಿಲ್ಲಾ ಅರಣ್ಯ ಸಂರಕ್ಷಣಾಧಿಕಾರಿ ಸೂಚನೆ ನೀಡಿದರು. bbox=[28, 160, 188, 212]
brief-item bbox=[28, 294, 188, 542]
masthead-city: ಬೆಂಗಳೂರು bbox=[60, 32, 90, 41]
puc-body: ರಾಜ್ಯದಲ್ಲಿ ದ್ವಿತೀಯ ಪಿಯುಸಿಯ ಮೊದಲ ದಿನದ ಪರೀಕ್ಷೆಗೆ 13,963 ವಿದ್ಯಾರ್ಥಿಗಳು ಗೈರು ಹಾಜರಾಗಿದ್ದಾರೆ. ಕನ್ನಡ ಪರೀಕ್ಷೆಗೆ ನೋಂದಾಯಿಸಿದ್ದ 2,12,091 ವಿದ್ಯಾರ್ಥಿಗಳ ಪೈಕಿ 13,963 ಮಂದಿ ಗೈರಾಗಿದ್ದು, 2,26,054 ವಿದ್ಯಾರ್ಥಿಗಳು ಪರೀಕ್ಷೆಗೆ ಹಾಜರಾಗಿದ್ದಾರೆ. ಶೇ.93.82 ರಷ್ಟು ಹಾಜರಾತಿ ದಾಖಲಾಗಿದೆ. ಬೆಂಗಳೂರು ದಕ್ಷಿಣದಲ್ಲಿ 1,289, ಬೆಳಗಾವಿಯಲ್ಲಿ 1,199, ವಿಜಯಪುರದಲ್ಲಿ 1,138, ಬೀದರ್‌ನಲ್ಲಿ 1,042 ಮತ್ತು ಕಲಬುರಗಿಯಲ್ಲಿ 1034 ವಿದ್ಯಾರ್ಥಿಗಳು ಗೈರಾಗಿದ್ದಾರೆ. ಪರೀಕ್ಷೆ ಸುಗಮವಾಗಿ ನಡೆದಿದ್ದು, ಯಾವುದೇ ಅಕ್ರಮ ಪ್ರಕರಣ ವರದಿಯಾಗಿಲ್ಲ ಎಂದು ಪದವಿ ಪೂರ್ವ ಶಿಕ್ಷಣ ಇಲಾಖೆ ತಿಳಿಸಿದೆ. bbox=[489, 1180, 601, 1338]
temple-dateline: ತಾವರೆಕೆರೆ bbox=[22, 1194, 46, 1203]
logo-emblem-icon bbox=[700, 9, 718, 27]
lead-caption-text: ಜಿಲ್ಲಾ ಮತ್ತು ತಾಲೂಕು ಆಸ್ಪತ್ರೆಗಳಲ್ಲಿ ಉತ್ತಮ ಆರೋಗ್ಯ ಸೇವೆ ದೊರೆಯುವ ನಿಟ್ಟಿನಲ್ಲಿ ಕ್ರಮ ಕೈಗೊಳ್ಳಲಾಗಿದೆ. ಸಾರ್ವಜನಿಕರು ಸದುಪಯೋಗ ಪಡೆದುಕೊಳ್ಳಬೇಕು ಎಂದು ಡಾ.ಶ್ರೀನಿವಾಸ್ ತಿಳಿಸಿದರು. bbox=[394, 341, 738, 358]
vishwakarma-photo bbox=[610, 1166, 926, 1286]
shooting-story bbox=[204, 470, 490, 810]
print-registration-marks bbox=[150, 1406, 190, 1419]
lead-body-continued: ಗರ್ಭ ಕೊರಳಿನ ಕ್ಯಾನ್ಸರ್ ಪತ್ತೆಯ ಸಂಬಂಧ ಶಿಬಿರಗಳನ್ನು ಆಯೋಜಿಸಲಾಗಿದ್ದು, ಮಹಿಳೆಯರು ತಪಾಸಣೆ ಮಾಡಿಸಿಕೊಳ್ಳಬೇಕು. ಕ್ಷಯ ರೋಗ ನಿರ್ಮೂಲನೆಗೆ 100 ದಿನಗಳ ಅಭಿಯಾನ ನಡೆಸಲಾಗುತ್ತಿದ್ದು, ರೋಗ ಲಕ್ಷಣಗಳು ಕಂಡುಬಂದಲ್ಲಿ ತಕ್ಷಣ ಹತ್ತಿರದ ಆರೋಗ್ಯ ಕೇಂದ್ರಕ್ಕೆ ಭೇಟಿ ನೀಡಿ ಉಚಿತ ಚಿಕಿತ್ಸೆ ಪಡೆಯಬೇಕು ಎಂದರು. ಕಾರ್ಯಕ್ರಮದಲ್ಲಿ ಜಿಲ್ಲಾ ಸರ್ವೇಕ್ಷಣಾಧಿಕಾರಿ, ತಾಲೂಕು ಆರೋಗ್ಯಾಧಿಕಾರಿಗಳು, ವೈದ್ಯಾಧಿಕಾರಿಗಳು, ಆಶಾ ಕಾರ್ಯಕರ್ತೆಯರು ಹಾಗೂ ಸಿಬ್ಬಂದಿ ಉಪಸ್ಥಿತರಿದ್ದರು. bbox=[390, 372, 750, 413]
hand-icon bbox=[30, 70, 72, 112]
brief-headline: ಉದ್ಯೋಗಕ್ಕಾಗಿ ನಾಳೆ ನೇರ ಸಂದರ್ಶನ bbox=[30, 552, 186, 566]
kasapa-body-block: ಬೆಂಗಳೂರು: ಕನ್ನಡ ಸಾಹಿತ್ಯ ಪರಿಷತ್ತಿನ ಡಾ.ಎಚ್.ಕೆ.ಮಂಜುಳ ದತ್ತಿ ಪ್ರಶಸ್ತಿಗೆ ವೈದ್ಯಕೀಯ ಕ್ಷೇತ್ರದಲ್ಲಿ ಗಣನೀಯ ಸೇವೆ ಸಲ್ಲಿಸಿದ ಡಾ.ಸೀಮಾರಾಣಿ ಆಯ್ಕೆಯಾಗಿದ್ದಾರೆ ಎಂದು ಕನ್ನಡ ಸಾಹಿತ್ಯ ಪರಿಷತ್ತಿನ ಅಧ್ಯಕ್ಷ ಡಾ.ಮಹೇಶ ಜೋಶಿ ತಿಳಿಸಿದ್ದಾರೆ. ಪ್ರಶಸ್ತಿಯು ಸ್ಮರಣಿಕೆ, ಪ್ರಶಸ್ತಿ ಪತ್ರ ಹಾಗೂ ನಗದು ಬಹುಮಾನ ಒಳಗೊಂಡಿದೆ. ಕರ್ನಾಟಕದ ವಿವಿಧ ಜಿಲ್ಲೆಗಳಲ್ಲಿ ಉಚಿತ ಆರೋಗ್ಯ ತಪಾಸಣಾ ಶಿಬಿರಗಳನ್ನು ನಡೆಸಿ ಮಹಿಳೆಯರ ಆರೋಗ್ಯ ಜಾಗೃತಿಗೆ ಶ್ರಮಿಸಿರುವ ಅವರ ಸೇವೆಯನ್ನು ಗುರುತಿಸಿ ಈ ಪ್ರಶಸ್ತಿ ನೀಡಲಾಗುತ್ತಿದೆ. ಪ್ರಶಸ್ತಿ ಪ್ರದಾನ ಸಮಾರಂಭ ಶೀಘ್ರದಲ್ಲೇ ಪರಿಷತ್ತಿನ ಸಭಾಂಗಣದಲ್ಲಿ ನಡೆಯಲಿದೆ. bbox=[769, 514, 926, 693]
vishwakarma-headline: ವಿಶ್ವಕರ್ಮ ಯೋಜನೆ ಜಾರಿಗೆ ಅಧ್ಯಯನ bbox=[610, 1136, 799, 1153]
brief-headline: ಬೆಂಕಿಗೆ ಆಹುತಿಯಾದ ಚಿರತೆ: ಕ್ರಮಕ್ಕೆ ಸೂಚನೆ bbox=[34, 126, 182, 155]
vajpayee-story bbox=[497, 470, 761, 810]
brief-headline: ಮಾ.16ರಿಂದ ಹುಲಿಯೂರಮ್ಮ ಜಾತ್ರೋತ್ಸವ bbox=[42, 294, 174, 323]
temple-body-right bbox=[176, 1332, 480, 1398]
brief-body-block: ತುಮಕೂರು: ಜಿಲ್ಲಾಸ್ಪತ್ರೆಯ ಆವರಣದಲ್ಲಿರುವ ಸರ್ಕಾರಿ ನರ್ಸಿಂಗ್ ಕಾಲೇಜಿನ ವಿದ್ಯಾರ್ಥಿಗಳು ರಾಜೀವ್ ಗಾಂಧಿ ಆರೋಗ್ಯ ವಿಜ್ಞಾನಗಳ ವಿಶ್ವವಿದ್ಯಾಲಯ ನಡೆಸಿದ 2023-24ನೇ ಸಾಲಿನ ಪರೀಕ್ಷೆಯಲ್ಲಿ ಹತ್ತು ರ್‍ಯಾಂಕ್‌ಗಳನ್ನು ಪಡೆದಿದ್ದಾರೆ. ಬಿ.ಎಸ್ಸಿ ನರ್ಸಿಂಗ್ ಹಾಗೂ ಪೋಸ್ಟ್ ಬೇಸಿಕ್ ಬಿ.ಎಸ್ಸಿ ನರ್ಸಿಂಗ್ ವಿಭಾಗದಲ್ಲಿ ವಿದ್ಯಾರ್ಥಿನಿಯರು ಉತ್ತಮ ಸಾಧನೆ ಮಾಡಿದ್ದು, ಪ್ರಾಂಶುಪಾಲರು ಹಾಗೂ ಬೋಧಕ ಸಿಬ್ಬಂದಿ ಅಭಿನಂದನೆ ಸಲ್ಲಿಸಿದ್ದಾರೆ. bbox=[28, 818, 188, 891]
brief-dateline: ತುಮಕೂರು bbox=[28, 596, 56, 605]
kasapa-story bbox=[769, 470, 926, 810]
lead-caption-title: ಉತ್ತಮ ಆರೋಗ್ಯ ಸೇವೆ bbox=[394, 332, 447, 340]
brief-body: ಜಿಲ್ಲಾಸ್ಪತ್ರೆಯ ಆವರಣದಲ್ಲಿರುವ ಸರ್ಕಾರಿ ನರ್ಸಿಂಗ್ ಕಾಲೇಜಿನ ವಿದ್ಯಾರ್ಥಿಗಳು ರಾಜೀವ್ ಗಾಂಧಿ ಆರೋಗ್ಯ ವಿಜ್ಞಾನಗಳ ವಿಶ್ವವಿದ್ಯಾಲಯ ನಡೆಸಿದ 2023-24ನೇ ಸಾಲಿನ ಪರೀಕ್ಷೆಯಲ್ಲಿ ಹತ್ತು ರ್‍ಯಾಂಕ್‌ಗಳನ್ನು ಪಡೆದಿದ್ದಾರೆ. ಬಿ.ಎಸ್ಸಿ ನರ್ಸಿಂಗ್ ಹಾಗೂ ಪೋಸ್ಟ್ ಬೇಸಿಕ್ ಬಿ.ಎಸ್ಸಿ ನರ್ಸಿಂಗ್ ವಿಭಾಗದಲ್ಲಿ ವಿದ್ಯಾರ್ಥಿನಿಯರು ಉತ್ತಮ ಸಾಧನೆ ಮಾಡಿದ್ದು, ಪ್ರಾಂಶುಪಾಲರು ಹಾಗೂ ಬೋಧಕ ಸಿಬ್ಬಂದಿ ಅಭಿನಂದನೆ ಸಲ್ಲಿಸಿದ್ದಾರೆ. bbox=[28, 818, 188, 891]
section-title-box bbox=[325, 8, 477, 42]
puc-body-block: ಬೆಂಗಳೂರು: ರಾಜ್ಯದಲ್ಲಿ ದ್ವಿತೀಯ ಪಿಯುಸಿಯ ಮೊದಲ ದಿನದ ಪರೀಕ್ಷೆಗೆ 13,963 ವಿದ್ಯಾರ್ಥಿಗಳು ಗೈರು ಹಾಜರಾಗಿದ್ದಾರೆ. ಕನ್ನಡ ಪರೀಕ್ಷೆಗೆ ನೋಂದಾಯಿಸಿದ್ದ 2,12,091 ವಿದ್ಯಾರ್ಥಿಗಳ ಪೈಕಿ 13,963 ಮಂದಿ ಗೈರಾಗಿದ್ದು, 2,26,054 ವಿದ್ಯಾರ್ಥಿಗಳು ಪರೀಕ್ಷೆಗೆ ಹಾಜರಾಗಿದ್ದಾರೆ. ಶೇ.93.82 ರಷ್ಟು ಹಾಜರಾತಿ ದಾಖಲಾಗಿದೆ. ಬೆಂಗಳೂರು ದಕ್ಷಿಣದಲ್ಲಿ 1,289, ಬೆಳಗಾವಿಯಲ್ಲಿ 1,199, ವಿಜಯಪುರದಲ್ಲಿ 1,138, ಬೀದರ್‌ನಲ್ಲಿ 1,042 ಮತ್ತು ಕಲಬುರಗಿಯಲ್ಲಿ 1034 ವಿದ್ಯಾರ್ಥಿಗಳು ಗೈರಾಗಿದ್ದಾರೆ. ಪರೀಕ್ಷೆ ಸುಗಮವಾಗಿ ನಡೆದಿದ್ದು, ಯಾವುದೇ ಅಕ್ರಮ ಪ್ರಕರಣ ವರದಿಯಾಗಿಲ್ಲ ಎಂದು ಪದವಿ ಪೂರ್ವ ಶಿಕ್ಷಣ ಇಲಾಖೆ ತಿಳಿಸಿದೆ. bbox=[489, 1180, 601, 1338]
temple-kicker: ಬೋಧನ ಹೊಸಹಳ್ಳಿಯಲ್ಲಿ ಓಂ ಶಕ್ತಿ ದೇವತೆ ಬ್ರಹ್ಮರಥೋತ್ಸವ bbox=[22, 1136, 269, 1150]
legal-body: ಕೇಂದ್ರ ಸರ್ಕಾರದ ಟೆಲಿಲಾ ಯೋಜನೆಯ ಮೂಲಕ ಬಡವರಿಗೆ ಉಚಿತ ಕಾನೂನು ಸಲಹೆ ದೊರೆಯುತ್ತಿದ್ದು, ಗ್ರಾಮೀಣ ಭಾಗದ ಜನರು ಇದರ ಪ್ರಯೋಜನ ಪಡೆಯಬೇಕು ಎಂದು ಹಿರಿಯ ನ್ಯಾಯವಾದಿ ತಿಳಿಸಿದರು. ತಾಲೂಕಿನ ಶಾಲೆಯಲ್ಲಿ ಆಯೋಜಿಸಿದ್ದ ಕಾನೂನು ಅರಿವು ಕಾರ್ಯಕ್ರಮದಲ್ಲಿ ಮಾತನಾಡಿದ ಅವರು, ವಿದ್ಯಾರ್ಥಿಗಳು ಸಂವಿಧಾನದ ಮೂಲಭೂತ ಹಕ್ಕುಗಳು ಹಾಗೂ ಕರ್ತವ್ಯಗಳ ಬಗ್ಗೆ ಅರಿವು ಹೊಂದಬೇಕು. ಕಾನೂನು ಸೇವಾ ಪ್ರಾಧಿಕಾರದ ಮೂಲಕ ಉಚಿತ ನೆರವು ಲಭ್ಯವಿದೆ ಎಂದರು. ಶಿಕ್ಷಕರು, ಮಕ್ಕಳು, ಪೋಷಕರು ಪಾಲ್ಗೊಂಡಿದ್ದರು. bbox=[204, 962, 490, 1014]
chevron-right-icon bbox=[160, 80, 172, 102]
section-rule bbox=[497, 970, 926, 971]
brief-body: ಜಿಲ್ಲೆಯ ಕುಣಿಗಲ್ ತಾಲೂಕು ಹುಲಿಯೂರುದುರ್ಗ ಹೋಬಳಿ ವ್ಯಾಪ್ತಿಯ ಗ್ರಾಮದೇವತೆ ಹುಲಿಯೂರಮ್ಮ ದೇವಿಯ ಜಾತ್ರಾ ಮಹೋತ್ಸವ ಮಾರ್ಚ್ 16ರಿಂದ 21ರವರೆಗೆ ನಡೆಯಲಿದೆ. ಜಾತ್ರೆ ಅಂಗವಾಗಿ ಮಾ.16ರಂದು ಬೆಳಗ್ಗೆ 6 ಗಂಟೆಗೆ ಹೋಮ, ಪೂಜೆ, ನಂತರ ಮಹಾ ಮಂಗಳಾರತಿ ನೆರವೇರಲಿದೆ. ಮಾ.17ರಂದು ಮಧ್ಯಾಹ್ನ ಬ್ರಹ್ಮರಥೋತ್ಸವ, ರಾತ್ರಿ ಸಾಂಸ್ಕೃತಿಕ ಕಾರ್ಯಕ್ರಮಗಳು ಹಾಗೂ ಮಾ.21ರಂದು ಉಯ್ಯಾಲೋತ್ಸವ, ಸಂಜೆ ತೆಪ್ಪೋತ್ಸವ ನಡೆಯಲಿದೆ. ಜಾತ್ರೆಗೆ ಆಗಮಿಸುವ ಭಕ್ತಾದಿಗಳಿಗೆ ಅನ್ನದಾಸೋಹ ವ್ಯವಸ್ಥೆ ಮಾಡಲಾಗಿದೆ ಎಂದು ದೇವಸ್ಥಾನ ಸಮಿತಿ ತಿಳಿಸಿದೆ. bbox=[28, 340, 188, 434]
legal-photo bbox=[204, 844, 490, 956]
puc-headline: ಪಿಯು ಪರೀಕ್ಷೆ: 13,963 ಗೈರು bbox=[489, 1136, 576, 1171]
vajpayee-headline: ಸರಳತೆಗೆ ಹೆಸರಾದ ವಾಜಪೇಯಿ bbox=[497, 470, 657, 488]
shooting-dateline: ತುಮಕೂರು bbox=[204, 608, 232, 617]
temple-headline: ಗ್ರಾಮಾಭಿವೃದ್ಧಿಗೆ ಶಕ್ತಿ ದೇವತೆ ಆರಾಧನೆ bbox=[22, 1158, 302, 1184]
brief-item bbox=[28, 126, 188, 280]
anganwadi-dateline: ಕೋಲಾರ bbox=[497, 997, 519, 1006]
legal-body-block: ಆನೇಕಲ್: ಕೇಂದ್ರ ಸರ್ಕಾರದ ಟೆಲಿಲಾ ಯೋಜನೆಯ ಮೂಲಕ ಬಡವರಿಗೆ ಉಚಿತ ಕಾನೂನು ಸಲಹೆ ದೊರೆಯುತ್ತಿದ್ದು, ಗ್ರಾಮೀಣ ಭಾಗದ ಜನರು ಇದರ ಪ್ರಯೋಜನ ಪಡೆಯಬೇಕು ಎಂದು ಹಿರಿಯ ನ್ಯಾಯವಾದಿ ತಿಳಿಸಿದರು. ತಾಲೂಕಿನ ಶಾಲೆಯಲ್ಲಿ ಆಯೋಜಿಸಿದ್ದ ಕಾನೂನು ಅರಿವು ಕಾರ್ಯಕ್ರಮದಲ್ಲಿ ಮಾತನಾಡಿದ ಅವರು, ವಿದ್ಯಾರ್ಥಿಗಳು ಸಂವಿಧಾನದ ಮೂಲಭೂತ ಹಕ್ಕುಗಳು ಹಾಗೂ ಕರ್ತವ್ಯಗಳ ಬಗ್ಗೆ ಅರಿವು ಹೊಂದಬೇಕು. ಕಾನೂನು ಸೇವಾ ಪ್ರಾಧಿಕಾರದ ಮೂಲಕ ಉಚಿತ ನೆರವು ಲಭ್ಯವಿದೆ ಎಂದರು. ಶಿಕ್ಷಕರು, ಮಕ್ಕಳು, ಪೋಷಕರು ಪಾಲ್ಗೊಂಡಿದ್ದರು. bbox=[204, 962, 490, 1014]
brief-headline: ಸರಕಾರಿ ನರ್ಸಿಂಗ್ ಕಾಲೇಜಿಗೆ ಹತ್ತು ರ್‍ಯಾಂಕ್ bbox=[36, 774, 180, 803]
dateline-block bbox=[52, 8, 162, 46]
kirusuddi-column bbox=[22, 64, 194, 1124]
sidebox-title: ಮನೆಮನೆಗೆ ಆರೋಗ್ಯ ಸೇವೆ ತಲುಪಿಸುವ ಗುರಿ bbox=[761, 153, 913, 165]
